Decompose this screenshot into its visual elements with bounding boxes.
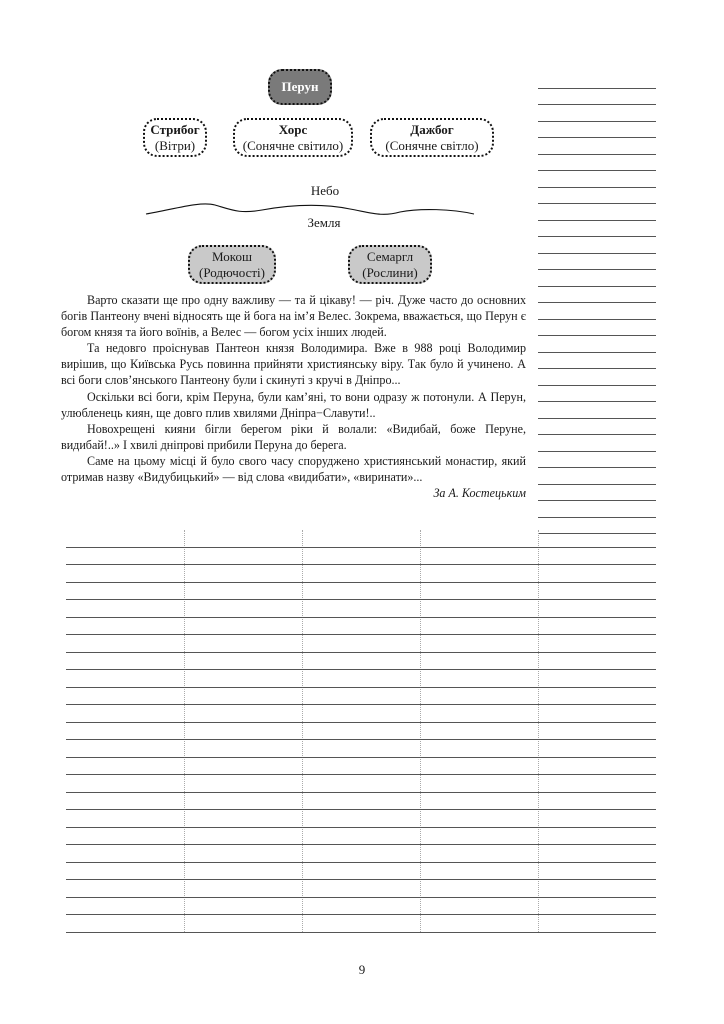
- paragraph: Та недовго проіснував Пантеон князя Володимира. Вже в 988 році Володимир вирішив, що Київська Русь повинна прийняти християнську віру. Так було й учинено. А всі боги слов’янського Пантеону були і скинуті з кручі в Дніпро...: [61, 341, 526, 388]
- node-semargl: [348, 245, 432, 284]
- writing-line: [66, 863, 656, 881]
- writing-line: [538, 468, 656, 485]
- writing-line: [66, 670, 656, 688]
- writing-line: [66, 653, 656, 671]
- node-semargl-domain: (Рослини): [362, 265, 418, 280]
- writing-line: [538, 419, 656, 436]
- sky-label: Небо: [310, 183, 340, 198]
- right-writing-lines[interactable]: [538, 72, 656, 534]
- node-dazhbog: [370, 118, 494, 157]
- writing-line: [66, 775, 656, 793]
- writing-line: [66, 583, 656, 601]
- writing-line: [538, 254, 656, 271]
- writing-line: [66, 600, 656, 618]
- writing-line: [538, 287, 656, 304]
- writing-line: [538, 402, 656, 419]
- writing-line: [66, 635, 656, 653]
- writing-line: [538, 501, 656, 518]
- writing-line: [66, 828, 656, 846]
- writing-line: [66, 758, 656, 776]
- node-dazhbog-name: Дажбог: [410, 122, 454, 137]
- node-khors: [233, 118, 353, 157]
- node-khors-name: Хорс: [278, 122, 308, 137]
- writing-line: [538, 221, 656, 238]
- writing-line: [66, 548, 656, 566]
- writing-line: [66, 845, 656, 863]
- page-number: 9: [358, 962, 366, 977]
- writing-line: [66, 705, 656, 723]
- node-stribog: [143, 118, 207, 157]
- writing-line: [538, 171, 656, 188]
- writing-line: [538, 485, 656, 502]
- writing-line: [538, 237, 656, 254]
- node-perun: [268, 69, 332, 105]
- writing-line: [66, 810, 656, 828]
- paragraph: Варто сказати ще про одну важливу — та й цікаву! — річ. Дуже часто до основних богів Пантеону вчені відносять ще й бога на ім’я Велес. Зокрема, вважається, що Перун є богом князя та його воїнів, а Велес — богом усіх інших людей.: [61, 293, 526, 340]
- writing-line: [66, 915, 656, 933]
- earth-label: Земля: [307, 215, 341, 230]
- writing-line: [538, 336, 656, 353]
- node-semargl-name: Семаргл: [366, 249, 414, 264]
- paragraph: Оскільки всі боги, крім Перуна, були кам’яні, то вони одразу ж потонули. А Перун, улюбленець киян, ще довго плив хвилями Дніпра−Славути!..: [61, 389, 526, 420]
- writing-line: [538, 303, 656, 320]
- paragraph: Саме на цьому місці й було свого часу споруджено християнський монастир, який отримав назву «Видубицький» — від слова «видибати», «виринати»...: [61, 453, 526, 485]
- writing-line: [538, 204, 656, 221]
- paragraph: Новохрещені кияни бігли берегом ріки й волали: «Видибай, боже Перуне, видибай!..» І хвилі дніпрові прибили Перуна до берега.: [61, 421, 526, 452]
- writing-line: [538, 452, 656, 469]
- writing-line: [538, 435, 656, 452]
- writing-line: [66, 898, 656, 916]
- node-stribog-name: Стрибог: [150, 122, 200, 137]
- writing-line: [538, 155, 656, 172]
- node-mokosh: [188, 245, 276, 284]
- writing-line: [538, 320, 656, 337]
- writing-line: [66, 880, 656, 898]
- writing-line: [538, 138, 656, 155]
- attribution: За А. Костецьким: [433, 486, 526, 501]
- writing-line: [66, 688, 656, 706]
- node-mokosh-domain: (Родючості): [199, 265, 265, 280]
- writing-line: [538, 353, 656, 370]
- node-khors-domain: (Сонячне світило): [242, 138, 344, 153]
- writing-line: [66, 723, 656, 741]
- writing-line: [538, 89, 656, 106]
- writing-line: [538, 188, 656, 205]
- writing-line: [538, 105, 656, 122]
- story-text: [61, 292, 526, 501]
- node-mokosh-name: Мокош: [212, 249, 252, 264]
- writing-line: [538, 270, 656, 287]
- writing-line: [66, 740, 656, 758]
- writing-line: [66, 618, 656, 636]
- writing-line: [538, 122, 656, 139]
- writing-line: [66, 793, 656, 811]
- bottom-writing-lines[interactable]: [66, 530, 656, 932]
- writing-line: [538, 72, 656, 89]
- writing-line: [538, 386, 656, 403]
- node-stribog-domain: (Вітри): [154, 138, 196, 153]
- writing-line: [538, 369, 656, 386]
- writing-line: [66, 565, 656, 583]
- node-dazhbog-domain: (Сонячне світло): [385, 138, 479, 153]
- writing-line: [66, 530, 656, 548]
- node-perun-title: Перун: [281, 79, 319, 94]
